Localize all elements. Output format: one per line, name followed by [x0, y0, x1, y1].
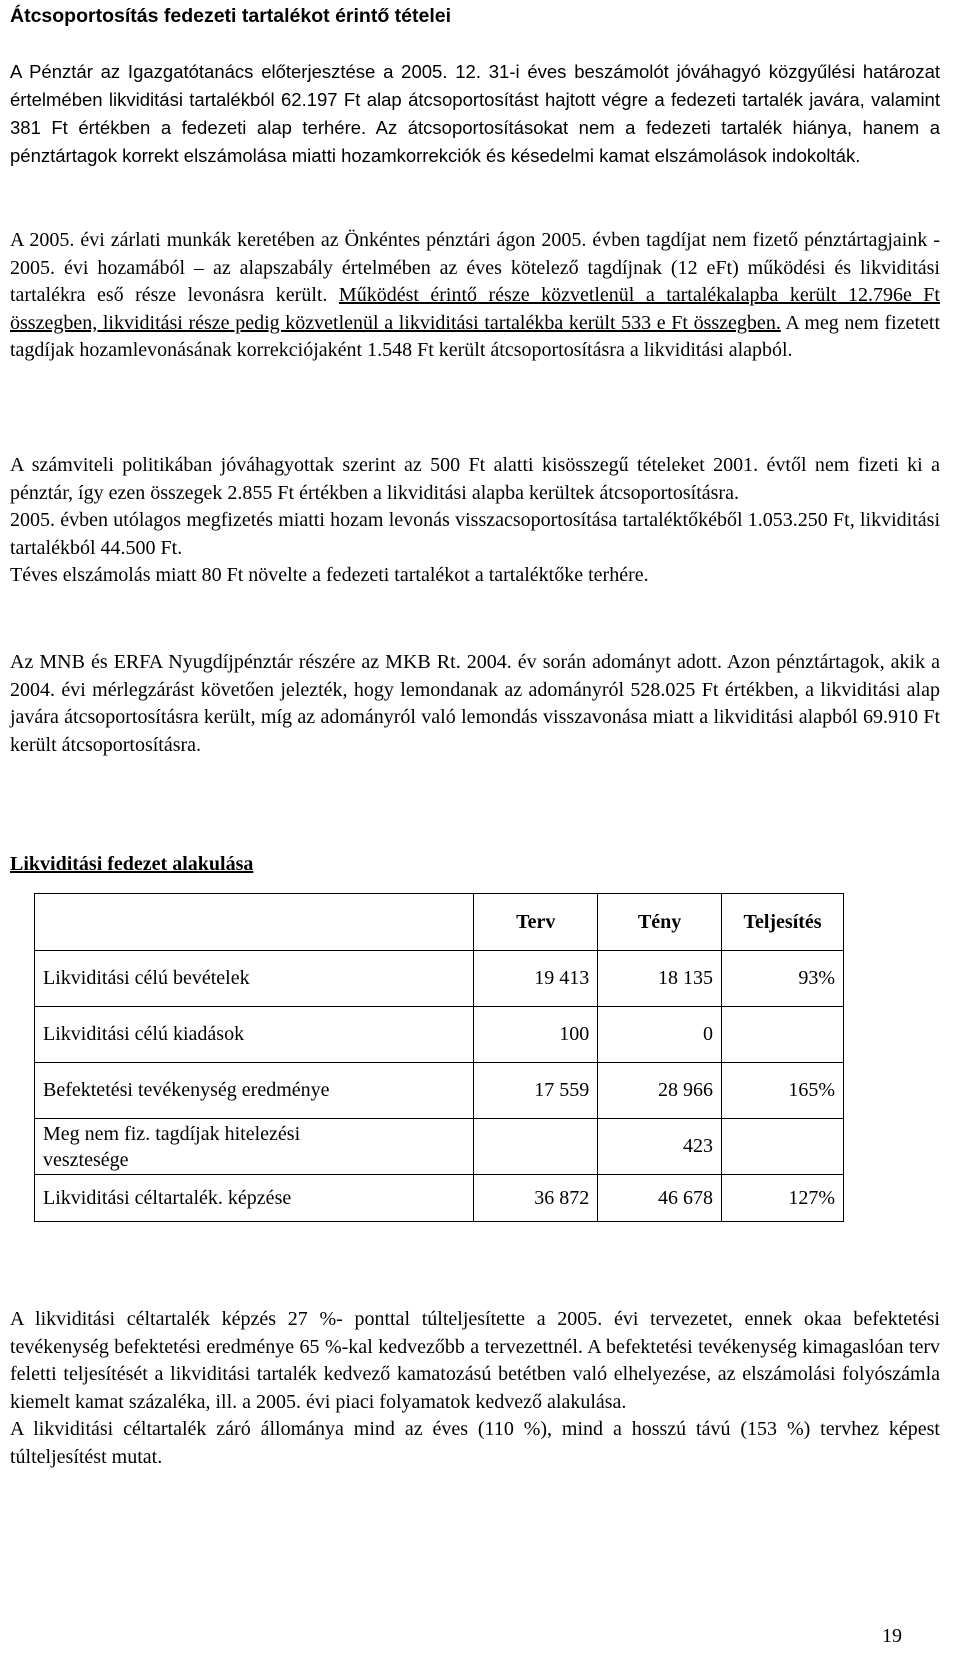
liquidity-table [34, 893, 844, 1222]
paragraph-text: Az MNB és ERFA Nyugdíjpénztár részére az MKB Rt. 2004. év során adományt adott. Azon pénztártagok, akik a 2004. évi mérlegzárást követően jelezték, hogy lemondanak az adományról 528.025 Ft értékben, a likviditási alap javára átcsoportosításra került, míg az adományról való lemondás visszavonása miatt a likviditási alapból 69.910 Ft került átcsoportosításra. [10, 651, 940, 756]
paragraph-membership-fee [10, 227, 940, 365]
table-cell [722, 1007, 844, 1063]
table-header-cell: Teljesítés [722, 894, 844, 951]
table-cell: 19 413 [474, 951, 598, 1007]
table-row [35, 1119, 844, 1175]
paragraph-text: A Pénztár az Igazgatótanács előterjesztése a 2005. 12. 31-i éves beszámolót jóváhagyó közgyűlési határozat értelmében likviditási tartalékból 62.197 Ft alap átcsoportosítást hajtott végre a fedezeti tartalék javára, valamint 381 Ft értékben a fedezeti alap terhére. Az átcsoportosításokat nem a fedezeti tartalék hiánya, hanem a pénztártagok korrekt elszámolása miatti hozamkorrekciók és késedelmi kamat elszámolások indokolták. [10, 61, 940, 166]
table-cell: Likviditási célú bevételek [35, 951, 474, 1007]
table-cell: 0 [598, 1007, 722, 1063]
paragraph-conclusion [10, 1306, 940, 1472]
table-cell: 100 [474, 1007, 598, 1063]
table-header-cell: Terv [474, 894, 598, 951]
table-row [35, 1175, 844, 1222]
page-number: 19 [882, 1625, 902, 1647]
table-cell: Likviditási célú kiadások [35, 1007, 474, 1063]
paragraph-accounting-policy [10, 452, 940, 590]
paragraph-text: A számviteli politikában jóváhagyottak szerint az 500 Ft alatti kisösszegű tételeket 2001. évtől nem fizeti ki a pénztár, így ezen összegek 2.855 Ft értékben a likviditási alapba kerültek átcsoportosításra. [10, 454, 940, 504]
table-cell [474, 1119, 598, 1175]
table-header-row [35, 894, 844, 951]
paragraph-text: A likviditási céltartalék képzés 27 %- ponttal túlteljesítette a 2005. évi tervezetet, ennek okaa befektetési tevékenység befektetési eredménye 65 %-kal kedvezőbb a tervezettnél. A befektetési tevékenység kimagaslóan terv feletti teljesítését a likviditási tartalék kedvező kamatozású betétben való elhelyezése, az elszámolási folyószámla kiemelt kamat százaléka, ill. a 2005. évi piaci folyamatok kedvező alakulása. [10, 1308, 940, 1413]
text-tail: A meg nem fizetett tagdíjak hozamlevonásának korrekciójaként 1.548 Ft került átcsoportosításra a likviditási alapból. [10, 311, 940, 362]
table-row [35, 951, 844, 1007]
table-cell: 46 678 [598, 1175, 722, 1222]
table-heading: Likviditási fedezet alakulása [10, 853, 254, 875]
paragraph-text: Téves elszámolás miatt 80 Ft növelte a fedezeti tartalékot a tartaléktőke terhére. [10, 564, 649, 587]
table-cell [722, 1119, 844, 1175]
table-cell: 127% [722, 1175, 844, 1222]
table-cell: 165% [722, 1063, 844, 1119]
table-cell: Befektetési tevékenység eredménye [35, 1063, 474, 1119]
table-cell: 93% [722, 951, 844, 1007]
table-row [35, 1063, 844, 1119]
table-cell: Meg nem fiz. tagdíjak hitelezési vesztesége [35, 1119, 474, 1175]
table-cell: 18 135 [598, 951, 722, 1007]
text-lead: A 2005. évi zárlati munkák keretében az Önkéntes pénztári ágon 2005. évben tagdíjat nem fizető pénztártagjaink - 2005. évi hozamából – az alapszabály értelmében az éves kötelező tagdíjnak (12 eFt) működési és likviditási tartalékra eső része levonásra került. [10, 229, 940, 307]
table-header-cell [35, 894, 474, 951]
paragraph-text: 2005. évben utólagos megfizetés miatti hozam levonás visszacsoportosítása tartaléktőkéből 1.053.250 Ft, likviditási tartalékból 44.500 Ft. [10, 509, 940, 559]
table-row [35, 1007, 844, 1063]
table-cell: 36 872 [474, 1175, 598, 1222]
paragraph-reallocation [10, 58, 940, 170]
table-header-cell: Tény [598, 894, 722, 951]
text-underlined: Működést érintő része közvetlenül a tartalékalapba került 12.796e Ft összegben, likviditási része pedig közvetlenül a likviditási tartalékba került 533 e Ft összegben. [10, 284, 940, 334]
table-cell: 423 [598, 1119, 722, 1175]
page-title: Átcsoportosítás fedezeti tartalékot érintő tételei [10, 5, 452, 27]
table-cell: 17 559 [474, 1063, 598, 1119]
table-cell: Likviditási céltartalék. képzése [35, 1175, 474, 1222]
paragraph-text: A likviditási céltartalék záró állománya mind az éves (110 %), mind a hosszú távú (153 %) tervhez képest túlteljesítést mutat. [10, 1418, 940, 1468]
paragraph-text [10, 227, 940, 365]
paragraph-donation [10, 649, 940, 759]
table-cell: 28 966 [598, 1063, 722, 1119]
